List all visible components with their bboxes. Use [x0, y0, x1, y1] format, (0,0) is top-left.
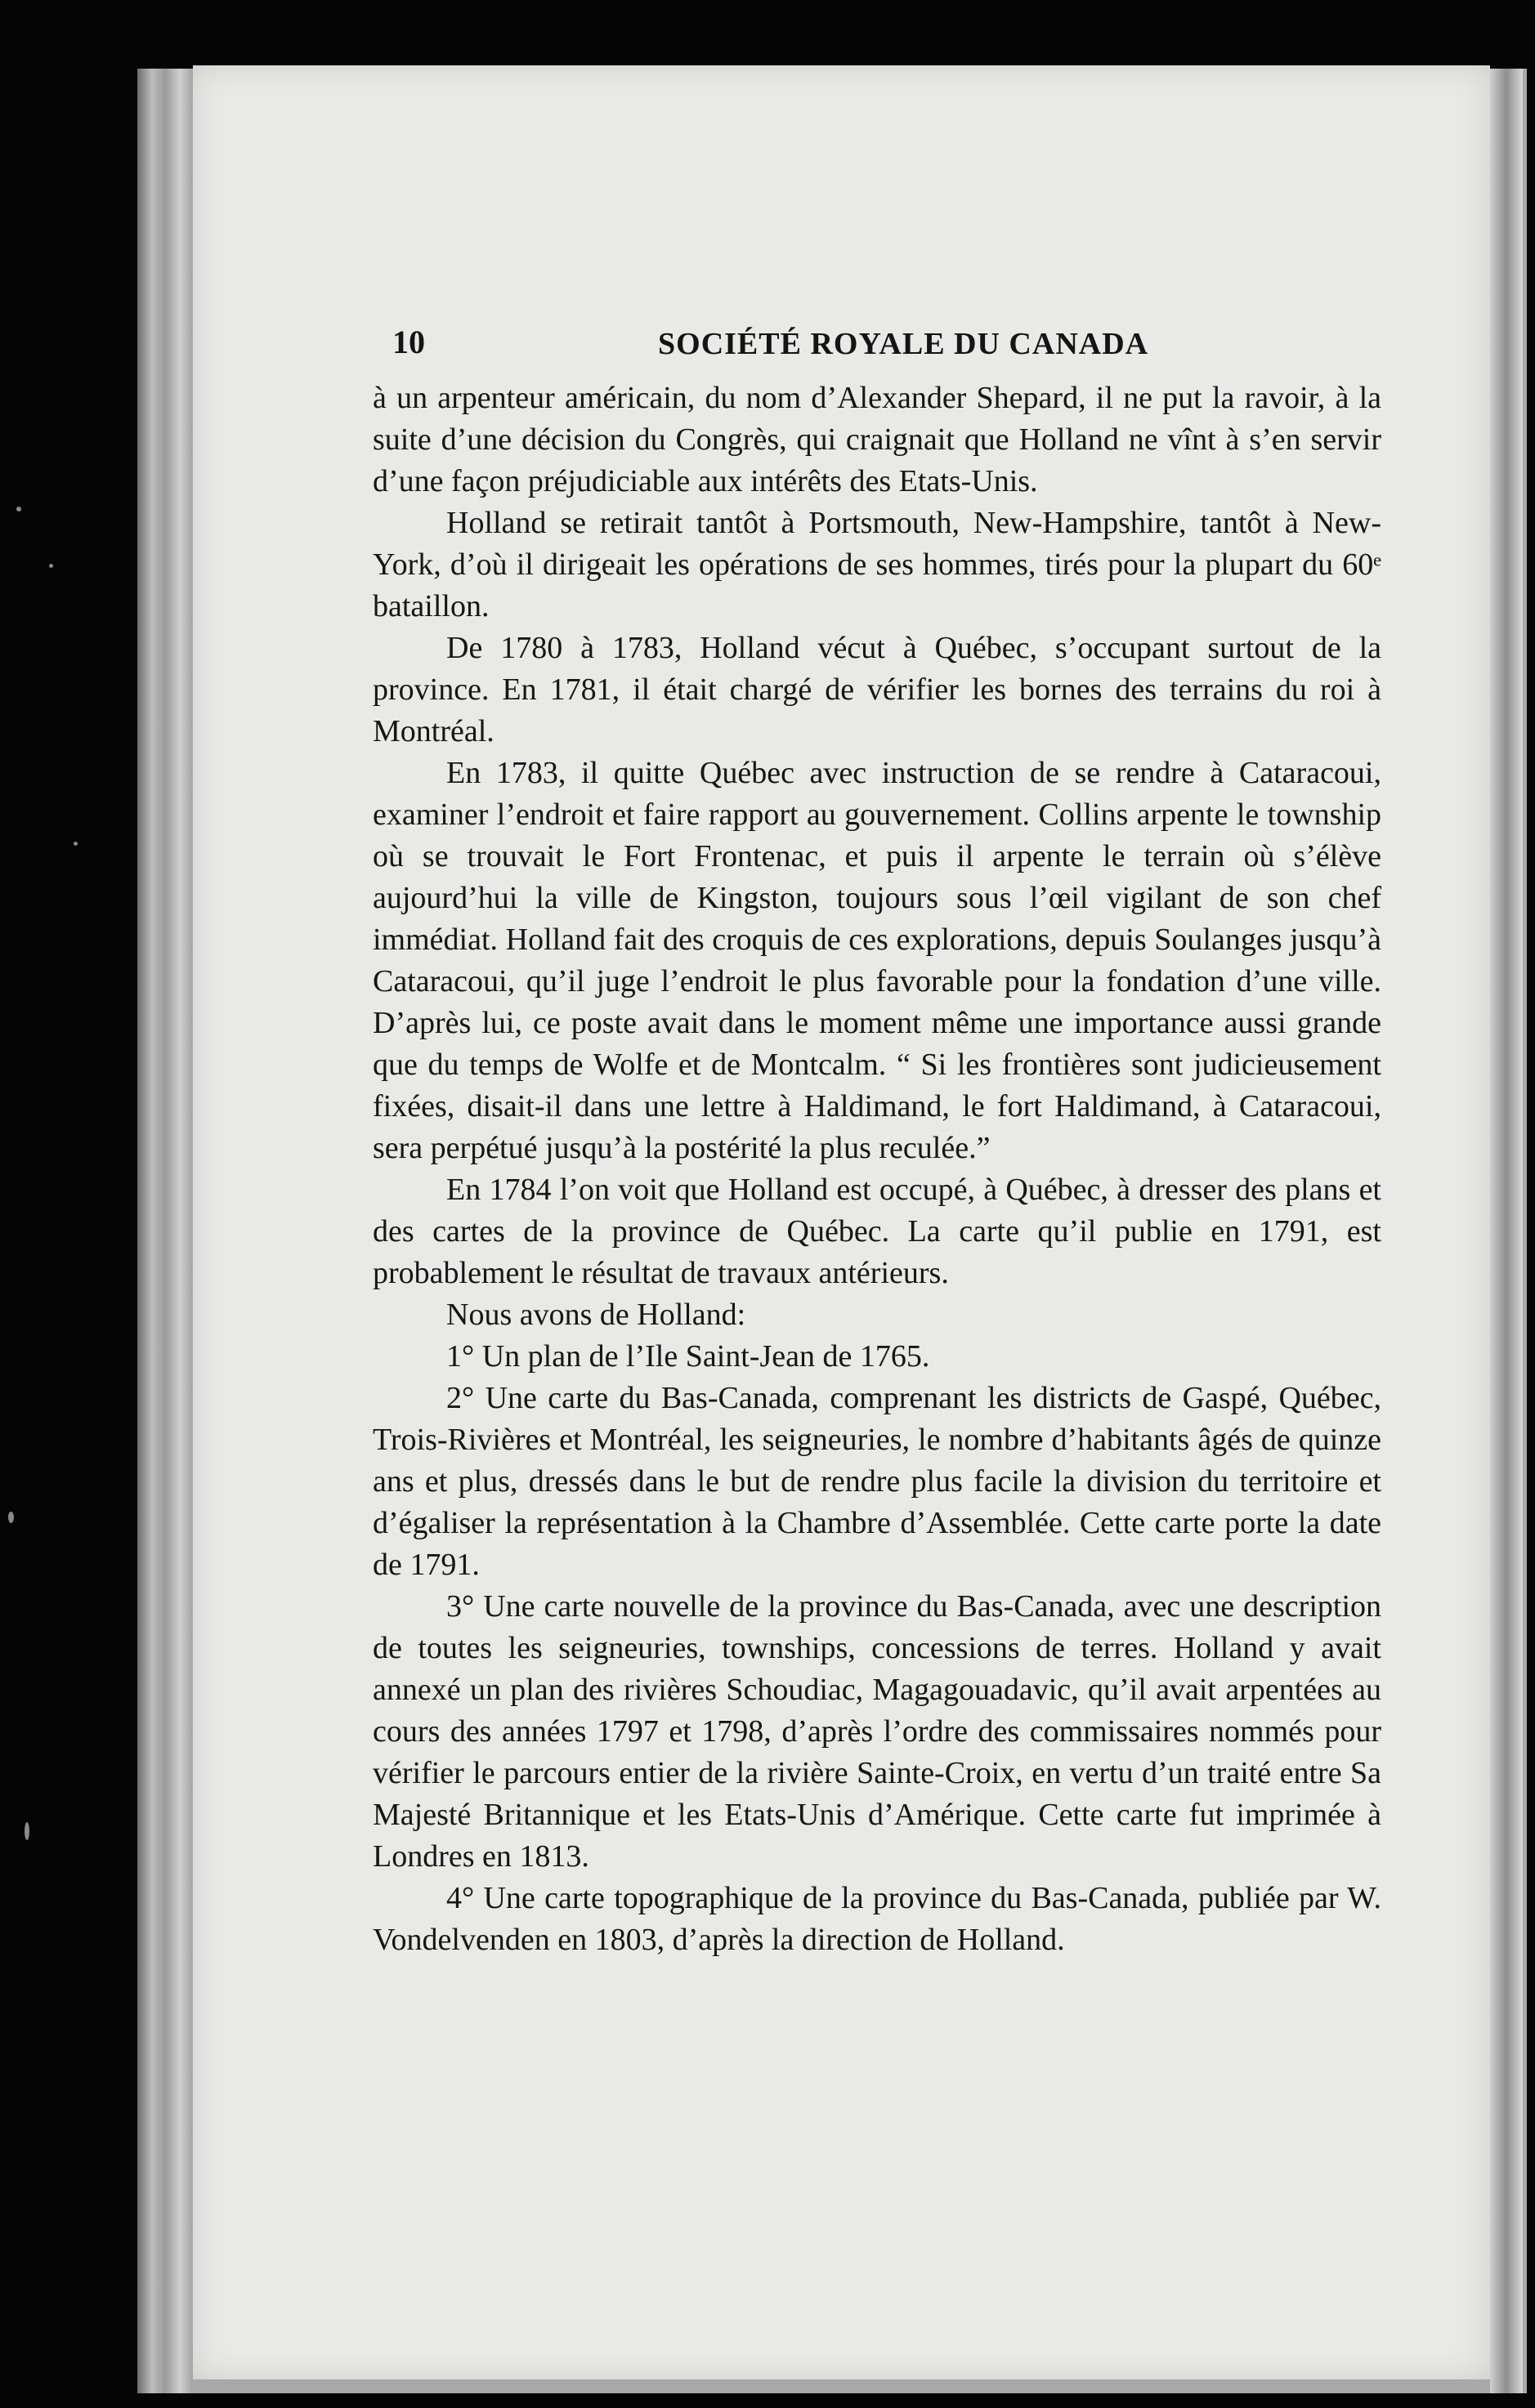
dust-speck: [74, 842, 78, 846]
dust-speck: [8, 1512, 14, 1523]
page-number: 10: [392, 324, 425, 360]
page-edge: [1490, 69, 1523, 2393]
list-item: 2° Une carte du Bas-Canada, comprenant les districts de Gaspé, Québec, Trois-Rivières et Montréal, les seigneuries, le nombre d’habitants âgés de quinze ans et plus, dressés dans le but de rendre plus facile la division du territoire et d’égaliser la représentation à la Chambre d’Assemblée. Cette carte porte la date de 1791.: [373, 1381, 1381, 1582]
paragraph: En 1784 l’on voit que Holland est occupé, à Québec, à dresser des plans et des cartes de la province de Québec. La carte qu’il publie en 1791, est probablement le résultat de travaux antérieurs.: [373, 1173, 1381, 1290]
list-item: 4° Une carte topographique de la province du Bas-Canada, publiée par W. Vondelvenden en 1803, d’après la direction de Holland.: [373, 1881, 1381, 1957]
dust-speck: [25, 1822, 29, 1840]
paragraph: Nous avons de Holland:: [446, 1298, 746, 1332]
dust-speck: [16, 507, 21, 512]
paragraph: De 1780 à 1783, Holland vécut à Québec, s’occupant surtout de la province. En 1781, il était chargé de vérifier les bornes des terrains du roi à Montréal.: [373, 631, 1381, 748]
page-header: [392, 323, 1422, 364]
paragraph: à un arpenteur américain, du nom d’Alexander Shepard, il ne put la ravoir, à la suite d’une décision du Congrès, qui craignait que Holland ne vînt à s’en servir d’une façon préjudiciable aux intérêts des Etats-Unis.: [373, 381, 1381, 498]
paragraph: En 1783, il quitte Québec avec instruction de se rendre à Cataracoui, examiner l’endroit et faire rapport au gouvernement. Collins arpente le township où se trouvait le Fort Frontenac, et puis il arpente le terrain où s’élève aujourd’hui la ville de Kingston, toujours sous l’œil vigilant de son chef immédiat. Holland fait des croquis de ces explorations, depuis Soulanges jusqu’à Cataracoui, qu’il juge l’endroit le plus favorable pour la fondation d’une ville. D’après lui, ce poste avait dans le moment même une importance aussi grande que du temps de Wolfe et de Montcalm. “ Si les frontières sont judicieusement fixées, disait-il dans une lettre à Haldimand, le fort Haldimand, à Cataracoui, sera perpétué jusqu’à la postérité la plus reculée.”: [373, 756, 1381, 1165]
list-item: 1° Un plan de l’Ile Saint-Jean de 1765.: [446, 1339, 930, 1374]
dust-speck: [49, 564, 53, 568]
list-item: 3° Une carte nouvelle de la province du Bas-Canada, avec une description de toutes les seigneuries, townships, concessions de terres. Holland y avait annexé un plan des rivières Schoudiac, Magagouadavic, qu’il avait arpentées au cours des années 1797 et 1798, d’après l’ordre des commissaires nommés pour vérifier le parcours entier de la rivière Sainte-Croix, en vertu d’un traité entre Sa Majesté Britannique et les Etats-Unis d’Amérique. Cette carte fut imprimée à Londres en 1813.: [373, 1589, 1381, 1874]
paragraph: Holland se retirait tantôt à Portsmouth, New-Hampshire, tantôt à New-York, d’où il dirigeait les opérations de ses hommes, tirés pour la plupart du 60ᵉ bataillon.: [373, 506, 1381, 623]
running-title: SOCIÉTÉ ROYALE DU CANADA: [658, 327, 1149, 361]
body-text: [373, 378, 1381, 1961]
